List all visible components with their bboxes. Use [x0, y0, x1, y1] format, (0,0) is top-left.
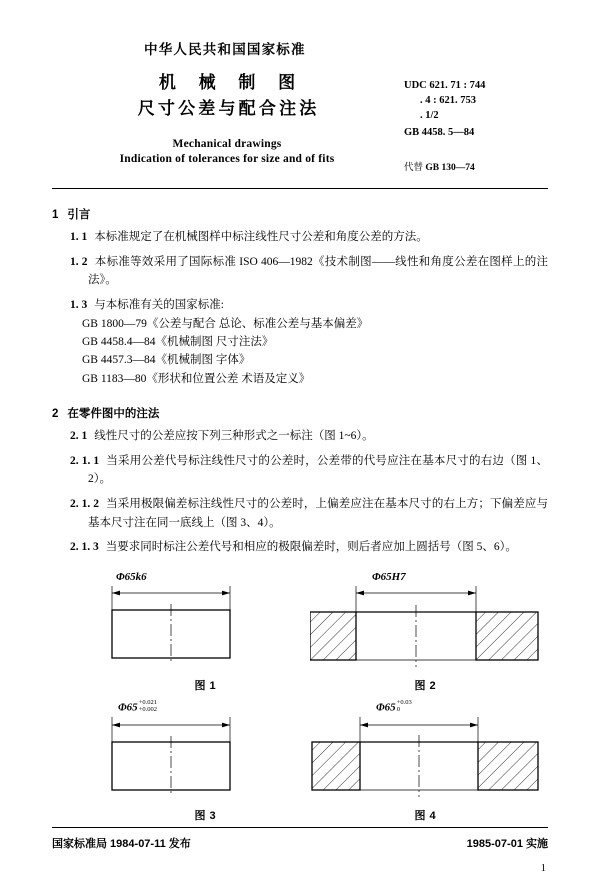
paragraph-2-1-2: [70, 495, 548, 532]
section-title-1: 引言: [67, 209, 91, 221]
section-number-1: 1: [52, 209, 59, 221]
paragraph-text-1-3: 与本标准有关的国家标准:: [94, 298, 224, 311]
figure-1: [90, 571, 320, 693]
section-title-2: 在零件图中的注法: [67, 408, 160, 421]
section-number-2: 2: [52, 408, 59, 421]
reference-standard-item: GB 4457.3—84《机械制图 字体》: [82, 354, 251, 367]
replaces-label: 代替: [404, 162, 424, 173]
figure-3: [90, 698, 320, 823]
paragraph-label-1-3: 1. 3: [70, 298, 88, 311]
figure-4-caption: [310, 807, 540, 823]
figure-4-upper-deviation: +0.03: [396, 698, 412, 706]
paragraph-1-1: [70, 228, 548, 247]
paragraph-label-1-1: 1. 1: [70, 231, 88, 243]
title-chinese-main: 机 械 制 图: [158, 73, 305, 92]
section-heading-1: [52, 206, 548, 222]
paragraph-text-2-1-2: 当采用极限偏差标注线性尺寸的公差时，上偏差应注在基本尺寸的右上方；下偏差应与基本尺寸注在同一底线上（图 3、4）。: [88, 497, 548, 529]
reference-standard-item: GB 4458.4—84《机械制图 尺寸注法》: [82, 335, 274, 348]
figure-grid: [52, 571, 548, 825]
figure-4-caption-number: 4: [429, 809, 436, 822]
title-chinese-sub: 尺寸公差与配合注法: [137, 99, 320, 119]
figure-4-deviation-stack: [397, 700, 412, 714]
page-number: 1: [540, 862, 546, 874]
reference-standard-item: GB 1800—79《公差与配合 总论、标准公差与基本偏差》: [82, 317, 369, 330]
figure-1-caption-number: 1: [209, 679, 216, 692]
footer-bar: [52, 835, 548, 851]
paragraph-label-2-1: 2. 1: [70, 430, 88, 443]
figure-4-lower-deviation: 0: [396, 705, 400, 713]
footer-divider: [52, 827, 548, 828]
section-heading-2: [52, 405, 548, 421]
figure-4-drawing: [310, 698, 540, 805]
page-content: [52, 0, 548, 874]
paragraph-1-2: [70, 253, 548, 290]
figure-1-svg: [90, 571, 320, 675]
standard-number: GB 4458. 5—84: [404, 126, 475, 138]
figure-2: [310, 571, 540, 693]
paragraph-2-1: [70, 427, 548, 446]
figure-4: [310, 698, 540, 823]
replaces-standard-number: GB 130—74: [425, 162, 475, 173]
paragraph-2-1-1: [70, 452, 548, 489]
title-zone: [82, 70, 372, 165]
figure-1-dimension-label: Φ65k6: [116, 570, 147, 583]
paragraph-text-1-1: 本标准规定了在机械图样中标注线性尺寸公差和角度公差的方法。: [94, 231, 428, 243]
title-english-sub: Indication of tolerances for size and of fits: [119, 152, 335, 165]
figure-3-upper-deviation: +0.021: [138, 698, 157, 706]
reference-standard-item: GB 1183—80《形状和位置公差 术语及定义》: [82, 372, 311, 385]
figure-4-caption-prefix: 图: [414, 809, 426, 822]
figure-3-caption-prefix: 图: [194, 809, 206, 822]
udc-classification-block: [404, 78, 554, 176]
figure-2-caption: [310, 677, 540, 693]
publication-info: 国家标准局 1984-07-11 发布: [52, 837, 191, 850]
figure-3-svg: [90, 698, 320, 805]
figure-3-caption-number: 3: [209, 809, 216, 822]
paragraph-2-1-3: [70, 538, 548, 557]
udc-line-2: . 4 : 621. 753: [420, 95, 476, 107]
figure-3-caption: [90, 807, 320, 823]
paragraph-label-2-1-2: 2. 1. 2: [70, 497, 100, 510]
figure-4-dimension-label: [376, 698, 412, 715]
paragraph-text-2-1: 线性尺寸的公差应按下列三种形式之一标注（图 1~6）。: [94, 430, 374, 443]
header-divider: [52, 188, 548, 189]
figure-3-basic-size: Φ65: [118, 701, 138, 714]
paragraph-1-3: [70, 296, 548, 315]
implementation-info: 1985-07-01 实施: [466, 837, 548, 850]
figure-1-caption: [90, 677, 320, 693]
title-header-block: [52, 70, 548, 182]
figure-1-drawing: [90, 571, 320, 675]
paragraph-text-2-1-3: 当要求同时标注公差代号和相应的极限偏差时，则后者应加上圆括号（图 5、6）。: [105, 541, 517, 554]
figure-3-drawing: [90, 698, 320, 805]
title-english-main: Mechanical drawings: [172, 137, 282, 150]
figure-4-svg: [310, 698, 540, 805]
figure-1-caption-prefix: 图: [194, 679, 206, 692]
paragraph-label-1-2: 1. 2: [70, 255, 88, 268]
udc-line-3: . 1/2: [420, 110, 439, 122]
figure-2-caption-prefix: 图: [414, 679, 426, 692]
paragraph-label-2-1-3: 2. 1. 3: [70, 541, 99, 554]
paragraph-text-1-2: 本标准等效采用了国际标准 ISO 406—1982《技术制图——线性和角度公差在图样上的注法》。: [88, 255, 548, 287]
figure-4-basic-size: Φ65: [376, 701, 396, 714]
figure-2-svg: [310, 571, 540, 675]
figure-2-drawing: [310, 571, 540, 675]
issuing-organization: 中华人民共和国国家标准: [144, 42, 306, 57]
figure-2-caption-number: 2: [429, 679, 436, 692]
figure-3-deviation-stack: [139, 700, 157, 714]
figure-3-dimension-label: [118, 698, 157, 715]
replaces-note: [404, 162, 554, 176]
udc-line-1: UDC 621. 71 : 744: [404, 80, 486, 91]
figure-3-lower-deviation: +0.002: [138, 705, 157, 713]
paragraph-text-2-1-1: 当采用公差代号标注线性尺寸的公差时，公差带的代号应注在基本尺寸的右边（图 1、2）。: [88, 454, 549, 486]
paragraph-label-2-1-1: 2. 1. 1: [70, 454, 100, 467]
figure-2-dimension-label: Φ65H7: [372, 570, 406, 583]
